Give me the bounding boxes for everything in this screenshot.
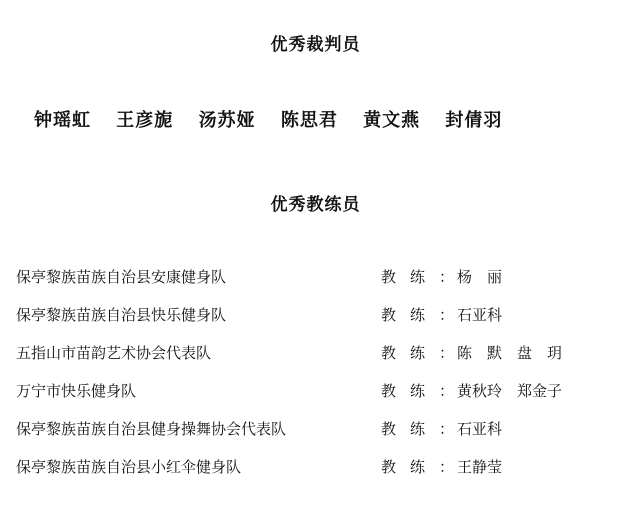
coach-names: 石亚科 — [457, 420, 503, 438]
referee-name: 黄文燕 — [363, 110, 421, 131]
referee-name: 王彦旎 — [116, 110, 174, 131]
coach-names: 石亚科 — [457, 306, 503, 324]
referee-name: 陈思君 — [280, 110, 338, 131]
team-row — [16, 380, 616, 418]
team-name: 保亭黎族苗族自治县健身操舞协会代表队 — [16, 420, 287, 438]
team-coach-list — [16, 266, 616, 494]
team-name: 保亭黎族苗族自治县快乐健身队 — [16, 306, 227, 324]
team-row — [16, 456, 616, 494]
team-name: 保亭黎族苗族自治县安康健身队 — [16, 268, 227, 286]
coach-label: 教练： — [381, 268, 469, 286]
team-row — [16, 418, 616, 456]
coach-names: 王静莹 — [457, 458, 503, 476]
coach-label: 教练： — [381, 458, 469, 476]
team-name: 万宁市快乐健身队 — [16, 382, 137, 400]
team-name: 保亭黎族苗族自治县小红伞健身队 — [16, 458, 242, 476]
coach-section-title: 优秀教练员 — [270, 195, 361, 215]
referee-name: 封倩羽 — [445, 110, 503, 131]
coach-label: 教练： — [381, 306, 469, 324]
team-row — [16, 266, 616, 304]
team-row — [16, 342, 616, 380]
referee-name-list — [34, 106, 521, 132]
team-row — [16, 304, 616, 342]
coach-names: 杨 丽 — [457, 268, 503, 286]
coach-label: 教练： — [381, 420, 469, 438]
coach-label: 教练： — [381, 382, 469, 400]
referee-name: 钟瑶虹 — [34, 110, 91, 131]
coach-names: 陈 默 盘 玥 — [457, 344, 563, 362]
team-name: 五指山市苗韵艺术协会代表队 — [16, 344, 212, 362]
coach-label: 教练： — [381, 344, 469, 362]
referee-name: 汤苏娅 — [198, 110, 256, 131]
coach-names: 黄秋玲 郑金子 — [457, 382, 563, 400]
referee-section-title: 优秀裁判员 — [270, 35, 361, 55]
